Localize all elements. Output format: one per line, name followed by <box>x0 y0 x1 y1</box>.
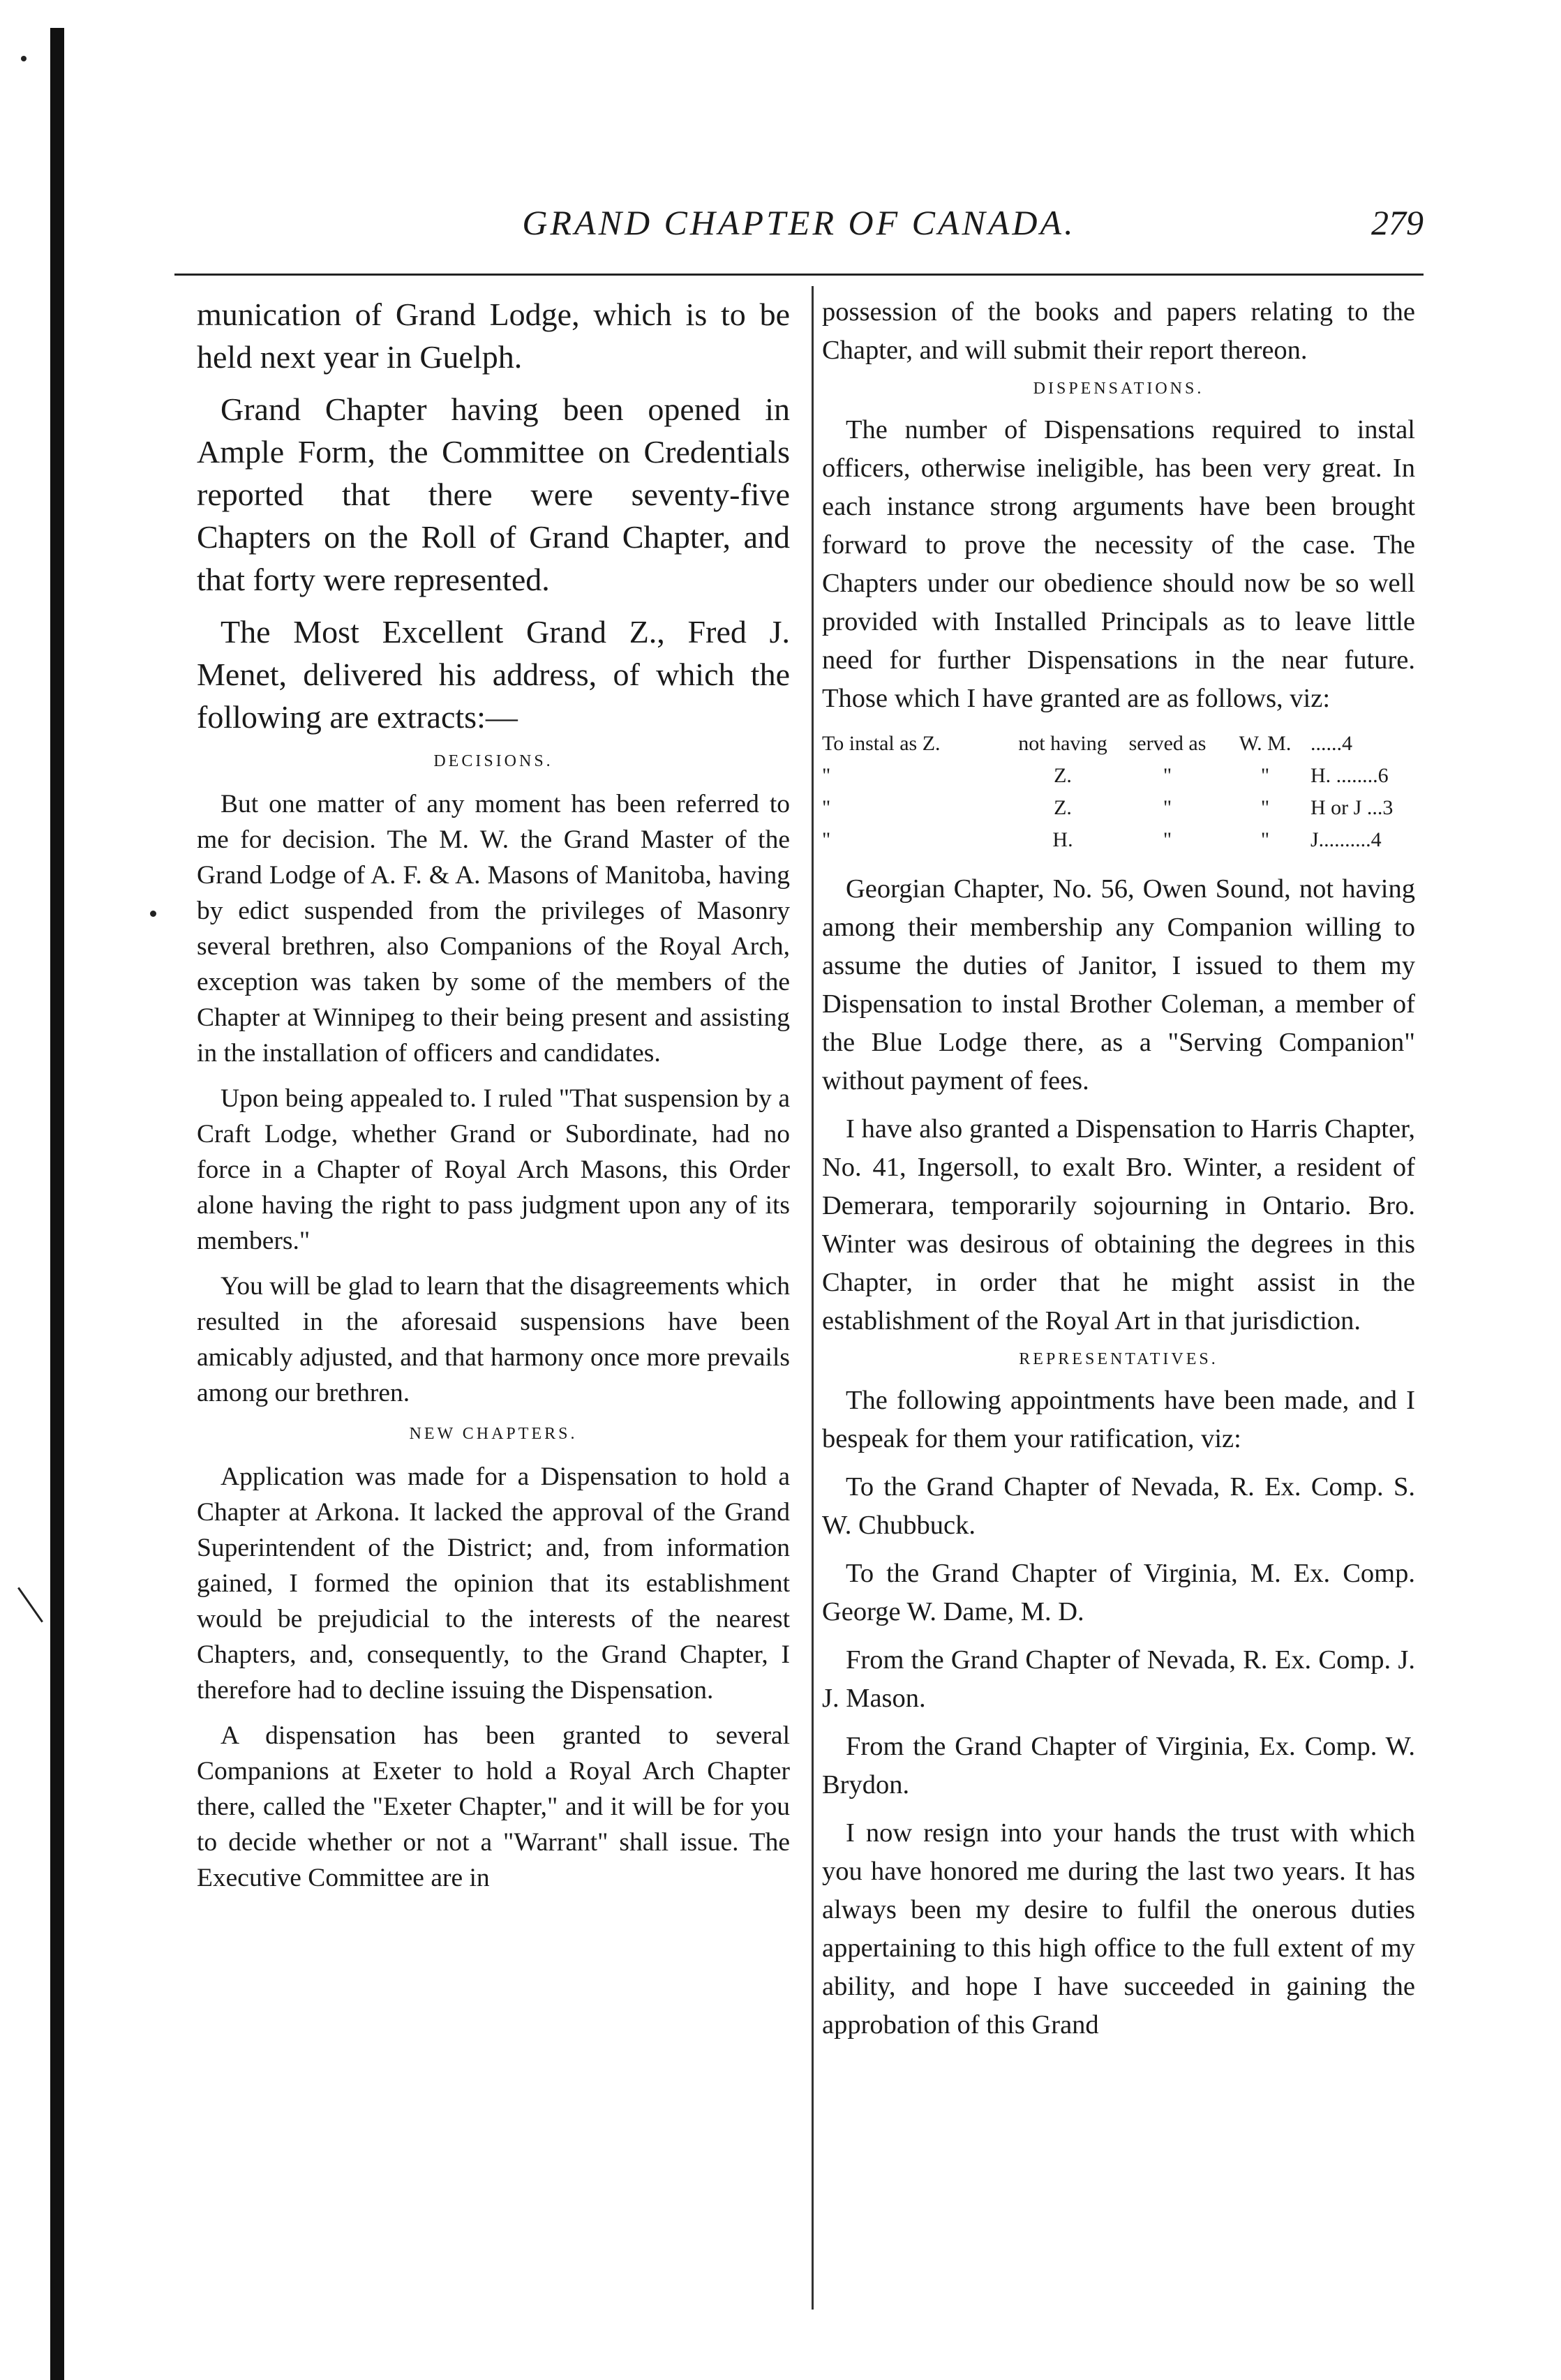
section-heading-new-chapters: NEW CHAPTERS. <box>409 1425 578 1443</box>
table-cell: " <box>822 828 831 851</box>
scan-speck <box>21 56 27 61</box>
paragraph: I have also granted a Dispensation to Harris Chapter, No. 41, Ingersoll, to exalt Bro. Winter, a resident of Demerara, temporarily sojourning in Ontario. Bro. Winter was desirous of obtaining the degrees in this Chapter, in order that he might assist in the establishment of the Royal Art in that jurisdiction. <box>822 1114 1415 1335</box>
paragraph: From the Grand Chapter of Nevada, R. Ex. Comp. J. J. Mason. <box>822 1645 1415 1713</box>
section-heading-dispensations: DISPENSATIONS. <box>1033 380 1204 398</box>
scan-speck <box>150 911 156 917</box>
table-cell: " <box>1163 828 1172 851</box>
table-cell: H. ........6 <box>1310 764 1389 787</box>
section-heading-decisions: DECISIONS. <box>433 752 553 770</box>
table-row <box>822 792 1415 824</box>
table-cell: W. M. <box>1239 732 1292 755</box>
paragraph: Application was made for a Dispensation to hold a Chapter at Arkona. It lacked the approval of the Grand Superintendent of the District; and, from information gained, I formed the opinion that its establishment would be prejudicial to the interests of the nearest Chapters, and, consequently, to the Grand Chapter, I therefore had to decline issuing the Dispensation. <box>197 1462 790 1705</box>
table-cell: Z. <box>1054 764 1072 787</box>
table-cell: H or J ...3 <box>1310 796 1394 819</box>
paragraph: Grand Chapter having been opened in Ample Form, the Committee on Credentials reported that there were seventy-five Chapters on the Roll of Grand Chapter, and that forty were represented. <box>197 391 790 597</box>
table-cell: " <box>1260 828 1270 851</box>
column-divider <box>812 286 814 2310</box>
paragraph: To the Grand Chapter of Nevada, R. Ex. Comp. S. W. Chubbuck. <box>822 1472 1415 1540</box>
paragraph: The number of Dispensations required to instal officers, otherwise ineligible, has been very great. In each instance strong arguments have been brought forward to prove the necessity of the case. The Chapters under our obedience should now be so well provided with Installed Principals as to leave little need for further Dispensations in the near future. Those which I have granted are as follows, viz: <box>822 415 1415 713</box>
right-column <box>822 293 1415 2054</box>
table-cell: ......4 <box>1310 732 1352 755</box>
table-cell: To instal as Z. <box>822 732 941 755</box>
paragraph: A dispensation has been granted to several Companions at Exeter to hold a Royal Arch Chapter there, called the "Exeter Chapter," and it will be for you to decide whether or not a "Warrant" shall issue. The Executive Committee are in <box>197 1721 790 1892</box>
table-cell: " <box>1260 796 1270 819</box>
header-rule <box>174 274 1424 276</box>
paragraph: From the Grand Chapter of Virginia, Ex. Comp. W. Brydon. <box>822 1732 1415 1799</box>
scan-edge-bar <box>50 28 64 2380</box>
paragraph: possession of the books and papers relating to the Chapter, and will submit their report thereon. <box>822 297 1415 365</box>
paragraph: I now resign into your hands the trust with which you have honored me during the last two years. It has always been my desire to fulfil the onerous duties appertaining to this high office to the full extent of my ability, and hope I have succeeded in gaining the approbation of this Grand <box>822 1818 1415 2040</box>
paragraph: Upon being appealed to. I ruled "That suspension by a Craft Lodge, whether Grand or Subordinate, had no force in a Chapter of Royal Arch Masons, this Order alone having the right to pass judgment upon any of its members." <box>197 1084 790 1255</box>
paragraph: The following appointments have been made, and I bespeak for them your ratification, viz: <box>822 1386 1415 1453</box>
left-column <box>197 293 790 1906</box>
paragraph: You will be glad to learn that the disagreements which resulted in the aforesaid suspensions have been amicably adjusted, and that harmony once more prevails among our brethren. <box>197 1272 790 1407</box>
table-cell: H. <box>1052 828 1073 851</box>
page-title: GRAND CHAPTER OF CANADA. <box>522 203 1076 242</box>
table-cell: Z. <box>1054 796 1072 819</box>
dispensation-table <box>822 728 1415 856</box>
page-number: 279 <box>1371 203 1424 242</box>
table-row <box>822 824 1415 856</box>
table-cell: " <box>822 796 831 819</box>
table-row <box>822 728 1415 760</box>
running-header <box>174 202 1424 258</box>
table-cell: " <box>1163 764 1172 787</box>
table-row <box>822 760 1415 792</box>
paragraph: The Most Excellent Grand Z., Fred J. Menet, delivered his address, of which the following are extracts:— <box>197 614 790 735</box>
scan-edge-mark <box>17 1587 43 1623</box>
table-cell: served as <box>1128 732 1207 755</box>
paragraph: munication of Grand Lodge, which is to be held next year in Guelph. <box>197 297 790 375</box>
table-cell: " <box>1163 796 1172 819</box>
paragraph: To the Grand Chapter of Virginia, M. Ex. Comp. George W. Dame, M. D. <box>822 1559 1415 1626</box>
table-cell: not having <box>1018 732 1107 755</box>
section-heading-representatives: REPRESENTATIVES. <box>1019 1350 1218 1368</box>
table-cell: " <box>822 764 831 787</box>
table-cell: " <box>1260 764 1270 787</box>
table-cell: J..........4 <box>1310 828 1382 851</box>
paragraph: Georgian Chapter, No. 56, Owen Sound, not having among their membership any Companion willing to assume the duties of Janitor, I issued to them my Dispensation to instal Brother Coleman, a member of the Blue Lodge there, as a "Serving Companion" without payment of fees. <box>822 874 1415 1095</box>
paragraph: But one matter of any moment has been referred to me for decision. The M. W. the Grand Master of the Grand Lodge of A. F. & A. Masons of Manitoba, having by edict suspended from the privileges of Masonry several brethren, also Companions of the Royal Arch, exception was taken by some of the members of the Chapter at Winnipeg to their being present and assisting in the installation of officers and candidates. <box>197 790 790 1068</box>
